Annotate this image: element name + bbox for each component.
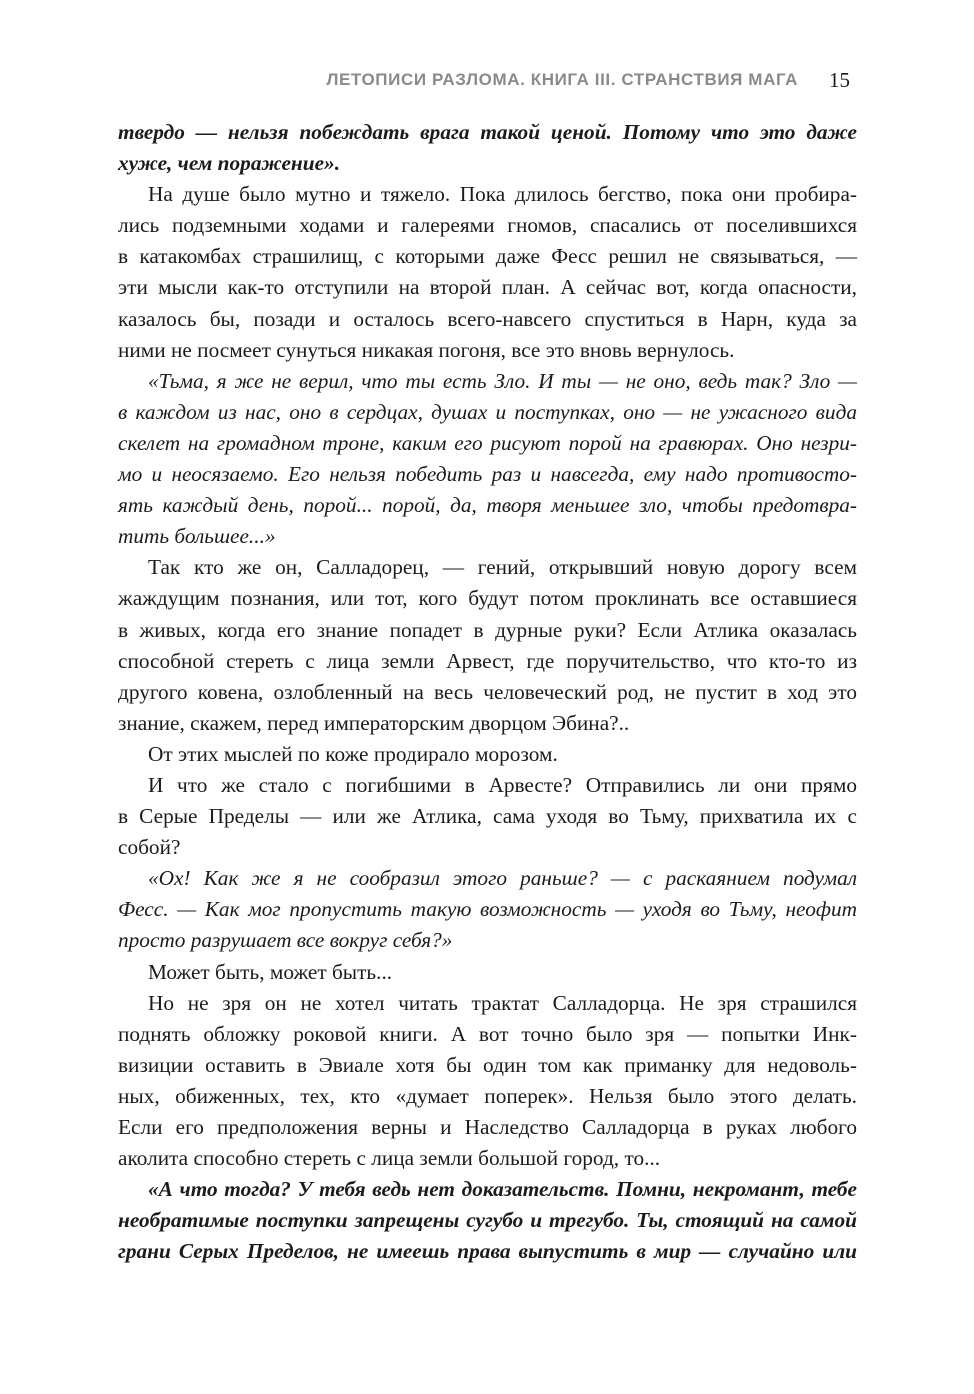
text-line: твердо — нельзя побеждать врага такой ценой. Потому что это даже	[118, 120, 857, 144]
text-line: в живых, когда его знание попадет в дурные руки? Если Атлика оказалась	[118, 617, 857, 642]
text-line: эти мысли как-то отступили на второй план. А сейчас вот, когда опасности,	[118, 275, 857, 300]
text-line: И что же стало с погибшими в Арвесте? Отправились ли они прямо	[148, 772, 857, 797]
text-line: визиции оставить в Эвиале хотя бы один том как приманку для недоволь-	[118, 1052, 857, 1077]
text-line: лись подземными ходами и галереями гномов, спасались от поселившихся	[118, 213, 857, 238]
text-line: знание, скажем, перед императорским дворцом Эбина?..	[118, 710, 630, 735]
text-line: «Ох! Как же я не сообразил этого раньше? — с раскаянием подумал	[148, 866, 857, 891]
running-header	[0, 70, 974, 100]
text-line: собой?	[118, 835, 181, 860]
text-line: в катакомбах страшилищ, с которыми даже Фесс решил не связываться, —	[118, 244, 857, 269]
text-line: грани Серых Пределов, не имеешь права выпустить в мир — случайно или	[118, 1239, 857, 1264]
page-number: 15	[829, 68, 850, 92]
text-line: Может быть, может быть...	[148, 959, 393, 984]
text-line: просто разрушает все вокруг себя?»	[118, 928, 453, 953]
text-line: От этих мыслей по коже продирало морозом.	[148, 741, 558, 766]
text-line: ними не посмеет сунуться никакая погоня, все это вновь вернулось.	[118, 337, 735, 362]
text-line: Так кто же он, Салладорец, — гений, открывший новую дорогу всем	[148, 555, 857, 580]
text-line: способной стереть с лица земли Арвест, где поручительство, что кто-то из	[118, 648, 857, 673]
text-line: казалось бы, позади и осталось всего-навсего спуститься в Нарн, куда за	[118, 306, 857, 331]
text-line: скелет на громадном троне, каким его рисуют порой на гравюрах. Оно незри-	[118, 430, 857, 455]
text-line: Фесс. — Как мог пропустить такую возможность — уходя во Тьму, неофит	[118, 897, 857, 922]
text-line: ять каждый день, порой... порой, да, творя меньшее зло, чтобы предотвра-	[118, 493, 857, 518]
text-line: в каждом из нас, оно в сердцах, душах и поступках, оно — не ужасного вида	[118, 399, 857, 424]
text-line: мо и неосязаемо. Его нельзя победить раз и навсегда, ему надо противосто-	[118, 462, 857, 487]
text-line: хуже, чем поражение».	[118, 151, 341, 176]
text-line: Но не зря он не хотел читать трактат Салладорца. Не зря страшился	[148, 990, 857, 1015]
text-line: необратимые поступки запрещены сугубо и трегубо. Ты, стоящий на самой	[118, 1208, 857, 1233]
text-line: «Тьма, я же не верил, что ты есть Зло. И ты — не оно, ведь так? Зло —	[148, 368, 857, 393]
text-line: другого ковена, озлобленный на весь человеческий род, не пустит в ход это	[118, 679, 857, 704]
text-line: ных, обиженных, тех, кто «думает поперек». Нельзя было этого делать.	[118, 1083, 857, 1108]
text-line: жаждущим познания, или тот, кого будут потом проклинать все оставшиеся	[118, 586, 857, 611]
text-line: аколита способно стереть с лица земли большой город, то...	[118, 1146, 661, 1171]
running-title: ЛЕТОПИСИ РАЗЛОМА. КНИГА III. СТРАНСТВИЯ МАГА	[326, 70, 798, 89]
body-text	[118, 117, 857, 1267]
text-line: тить большее...»	[118, 524, 276, 549]
text-line: На душе было мутно и тяжело. Пока длилось бегство, пока они пробира-	[148, 182, 857, 207]
text-line: «А что тогда? У тебя ведь нет доказательств. Помни, некромант, тебе	[148, 1177, 857, 1202]
text-line: в Серые Пределы — или же Атлика, сама уходя во Тьму, прихватила их с	[118, 804, 857, 829]
text-line: Если его предположения верны и Наследство Салладорца в руках любого	[118, 1115, 857, 1139]
text-line: поднять обложку роковой книги. А вот точно было зря — попытки Инк-	[118, 1021, 857, 1046]
